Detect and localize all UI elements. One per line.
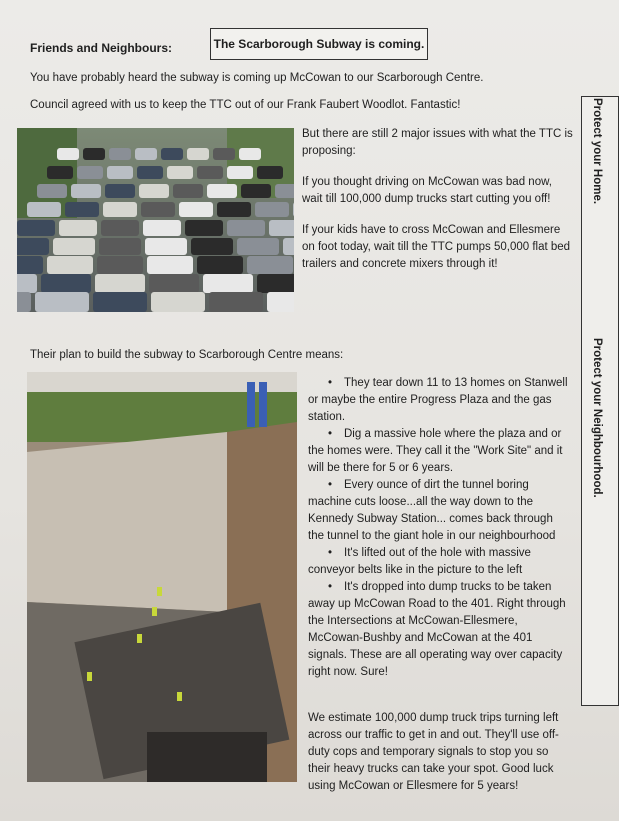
- bullet-item: • Every ounce of dirt the tunnel boring machine cuts loose...all the way down to the Kennedy Subway Station... comes back through the tunnel to the giant hole in our neighbourhood: [308, 479, 556, 542]
- plan-heading: Their plan to build the subway to Scarborough Centre means:: [30, 349, 344, 361]
- car-shape: [147, 256, 193, 274]
- bullet-item: • They tear down 11 to 13 homes on Stanwell or maybe the entire Progress Plaza and the gas station.: [308, 377, 568, 423]
- car-shape: [107, 166, 133, 179]
- car-shape: [187, 148, 209, 160]
- car-shape: [59, 220, 97, 236]
- bullet-dot: •: [328, 581, 333, 593]
- car-shape: [145, 238, 187, 255]
- car-shape: [269, 220, 294, 236]
- intro-line-1: You have probably heard the subway is coming up McCowan to our Scarborough Centre.: [30, 72, 484, 84]
- car-shape: [257, 274, 294, 293]
- car-shape: [17, 256, 43, 274]
- car-shape: [173, 184, 203, 198]
- bullet-item: • Dig a massive hole where the plaza and or the homes were. They call it the "Work Site" and it will be there for 5 or 6 years.: [308, 428, 563, 474]
- bullet-dot: •: [328, 479, 333, 491]
- car-shape: [27, 202, 61, 217]
- worker-shape: [177, 692, 182, 701]
- car-shape: [227, 166, 253, 179]
- title-box: [210, 28, 428, 60]
- car-shape: [255, 202, 289, 217]
- car-shape: [191, 238, 233, 255]
- car-shape: [239, 148, 261, 160]
- side-label-home: Protect your Home.: [591, 98, 603, 205]
- car-shape: [185, 220, 223, 236]
- estimate-paragraph: We estimate 100,000 dump truck trips turning left across our traffic to get in and out. They'll use off-duty cops and temporary signals to stop you so their heavy trucks can take your spot. Good luck using McCowan or Ellesmere for 5 years!: [308, 712, 559, 792]
- car-shape: [227, 220, 265, 236]
- worker-shape: [157, 587, 162, 596]
- car-shape: [161, 148, 183, 160]
- car-shape: [17, 292, 31, 312]
- car-shape: [103, 202, 137, 217]
- car-shape: [47, 166, 73, 179]
- car-shape: [179, 202, 213, 217]
- car-shape: [105, 184, 135, 198]
- flyer-title: The Scarborough Subway is coming.: [213, 37, 425, 51]
- issues-paragraph: But there are still 2 major issues with what the TTC is proposing:: [302, 128, 573, 157]
- car-shape: [47, 256, 93, 274]
- car-shape: [93, 292, 147, 312]
- car-shape: [53, 238, 95, 255]
- plan-bullet-list: [308, 375, 570, 681]
- bullet-dot: •: [328, 428, 333, 440]
- car-shape: [275, 184, 294, 198]
- worker-shape: [137, 634, 142, 643]
- car-shape: [197, 166, 223, 179]
- car-shape: [95, 274, 145, 293]
- car-shape: [97, 256, 143, 274]
- construction-site-photo: [27, 372, 297, 782]
- car-shape: [41, 274, 91, 293]
- car-shape: [241, 184, 271, 198]
- car-shape: [283, 238, 294, 255]
- car-shape: [65, 202, 99, 217]
- car-shape: [137, 166, 163, 179]
- car-shape: [99, 238, 141, 255]
- car-shape: [135, 148, 157, 160]
- traffic-jam-photo: [17, 128, 294, 312]
- car-shape: [141, 202, 175, 217]
- car-shape: [77, 166, 103, 179]
- car-shape: [143, 220, 181, 236]
- bullet-item: • It's dropped into dump trucks to be taken away up McCowan Road to the 401. Right through the Intersections at McCowan-Ellesmere, McCowan-Bushby and McCowan at the 401 signals. These are all operating way over capacity right now. Sure!: [308, 581, 566, 678]
- car-shape: [17, 238, 49, 255]
- dump-trucks-paragraph: If you thought driving on McCowan was bad now, wait till 100,000 dump trucks start cutting you off!: [302, 176, 552, 205]
- car-shape: [139, 184, 169, 198]
- car-shape: [83, 148, 105, 160]
- car-shape: [151, 292, 205, 312]
- bullet-dot: •: [328, 377, 333, 389]
- car-shape: [71, 184, 101, 198]
- kids-paragraph: If your kids have to cross McCowan and Ellesmere on foot today, wait till the TTC pumps 50,000 flat bed trailers and concrete mixers through it!: [302, 224, 571, 270]
- car-shape: [101, 220, 139, 236]
- car-shape: [257, 166, 283, 179]
- car-shape: [35, 292, 89, 312]
- car-shape: [267, 292, 294, 312]
- car-shape: [293, 202, 294, 217]
- side-label-neighbourhood: Protect your Neighbourhood.: [591, 338, 603, 498]
- car-shape: [17, 220, 55, 236]
- worker-shape: [152, 607, 157, 616]
- car-shape: [167, 166, 193, 179]
- worker-shape: [87, 672, 92, 681]
- car-shape: [213, 148, 235, 160]
- car-shape: [37, 184, 67, 198]
- bullet-dot: •: [328, 547, 333, 559]
- car-shape: [149, 274, 199, 293]
- greeting: Friends and Neighbours:: [30, 41, 173, 55]
- car-shape: [209, 292, 263, 312]
- car-shape: [237, 238, 279, 255]
- car-shape: [57, 148, 79, 160]
- car-shape: [197, 256, 243, 274]
- car-shape: [203, 274, 253, 293]
- car-shape: [247, 256, 293, 274]
- car-shape: [217, 202, 251, 217]
- bullet-item: • It's lifted out of the hole with massive conveyor belts like in the picture to the left: [308, 547, 531, 576]
- car-shape: [17, 274, 37, 293]
- intro-line-2: Council agreed with us to keep the TTC out of our Frank Faubert Woodlot. Fantastic!: [30, 99, 461, 111]
- car-shape: [109, 148, 131, 160]
- car-shape: [207, 184, 237, 198]
